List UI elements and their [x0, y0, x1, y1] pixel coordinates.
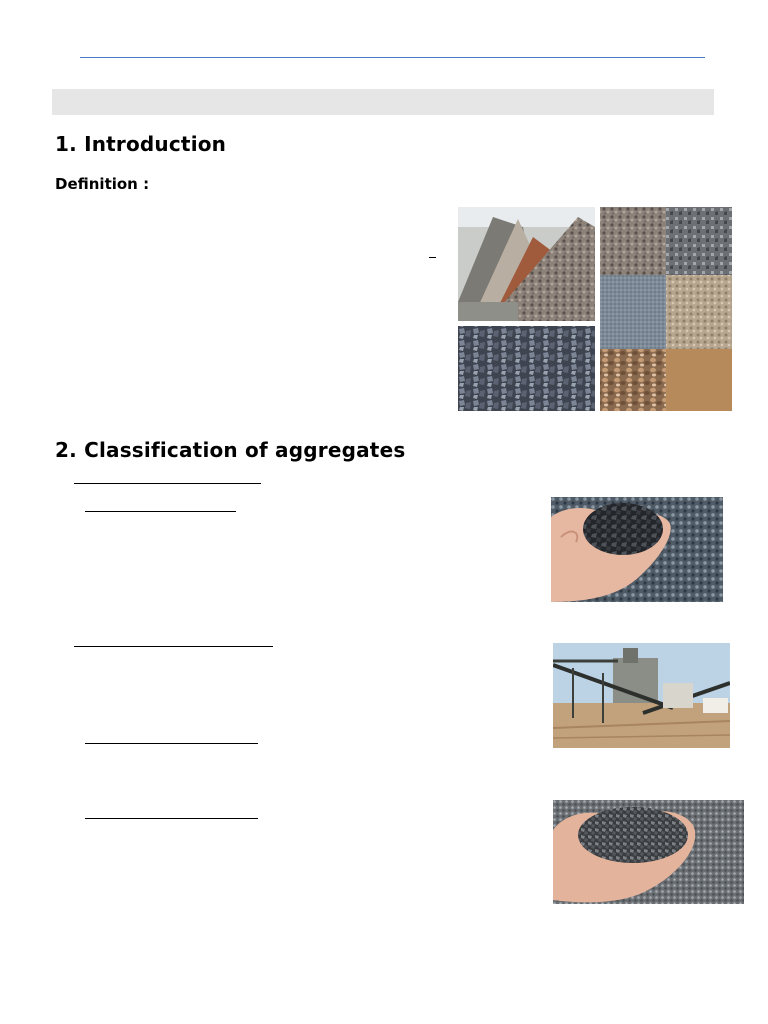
aggregate-collage-image — [458, 207, 732, 411]
definition-label: Definition : — [55, 175, 150, 193]
title-band — [52, 89, 714, 115]
header-rule — [80, 57, 705, 58]
section-title-introduction: 1. Introduction — [55, 132, 227, 156]
hand-gray-gravel-image — [553, 800, 744, 904]
subheading-underline — [85, 818, 258, 819]
text-dash — [429, 257, 436, 258]
hand-dark-gravel-image — [551, 497, 723, 602]
section-title-classification: 2. Classification of aggregates — [55, 438, 406, 462]
subheading-underline — [74, 646, 273, 647]
crushing-plant-image — [553, 643, 730, 748]
subheading-underline — [85, 511, 236, 512]
subheading-underline — [74, 483, 261, 484]
subheading-underline — [85, 743, 258, 744]
